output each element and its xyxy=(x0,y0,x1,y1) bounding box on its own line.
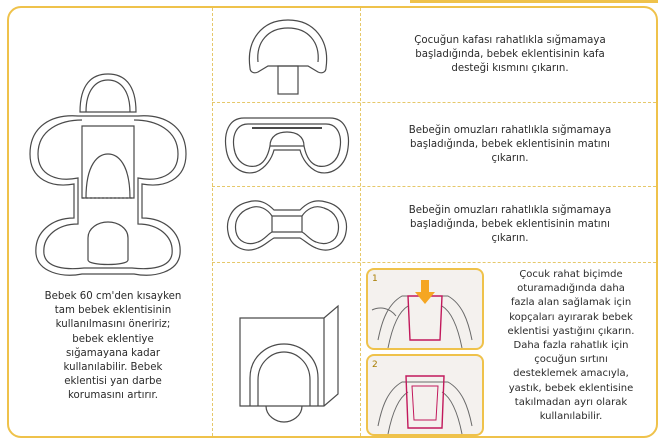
step-text-line: yastık, bebek eklentisine xyxy=(508,382,634,394)
left-text-line: tam bebek eklentisinin xyxy=(54,305,172,317)
mat-illustration-1 xyxy=(222,110,352,182)
step-text-line: eklentisi yastığını çıkarın. xyxy=(507,325,635,337)
step-text-line: başladığında, bebek eklentisinin kafa xyxy=(415,49,605,61)
cushion-illustration xyxy=(228,298,348,424)
photo-number-badge: 2 xyxy=(372,360,378,370)
step-text-line: takılmadan ayrı olarak xyxy=(514,396,628,408)
photo-step-2 xyxy=(366,354,484,436)
left-description xyxy=(18,290,208,404)
row-divider-1 xyxy=(212,102,656,103)
step-text-line: çıkarın. xyxy=(491,233,529,245)
step-text-line: Çocuk rahat biçimde xyxy=(519,269,623,280)
left-text-line: kullanılabilir. Bebek xyxy=(63,362,163,374)
step-text-line: fazla alan sağlamak için xyxy=(510,297,632,309)
step-text-line: Bebeğin omuzları rahatlıkla sığmamaya xyxy=(408,205,612,216)
left-text-line: korumasını artırır. xyxy=(67,390,158,402)
mat-illustration-2 xyxy=(222,192,352,258)
left-text-line: bebek eklentiye xyxy=(72,333,154,345)
car-seat-photo-1 xyxy=(368,270,482,348)
step-text-line: kullanılabilir. xyxy=(539,411,603,423)
step-text-line: desteği kısmını çıkarın. xyxy=(451,63,569,75)
car-seat-photo-2 xyxy=(368,356,482,434)
step-text-line: Daha fazla rahatlık için xyxy=(513,340,629,352)
step-text-line: başladığında, bebek eklentisinin matını xyxy=(410,219,610,231)
photo-step-1 xyxy=(366,268,484,350)
full-infant-insert-illustration xyxy=(22,68,194,280)
column-divider-2 xyxy=(360,8,361,436)
head-support-illustration xyxy=(238,10,338,98)
left-text-line: kullanılmasını öneririz; xyxy=(55,319,171,331)
step-text-line: başladığında, bebek eklentisinin matını xyxy=(410,139,610,151)
step-3-text xyxy=(365,204,655,247)
left-text-line: Bebek 60 cm'den kısayken xyxy=(44,291,182,302)
row-divider-2 xyxy=(212,186,656,187)
row-divider-3 xyxy=(212,262,656,263)
step-text-line: Bebeğin omuzları rahatlıkla sığmamaya xyxy=(408,125,612,136)
left-text-line: sığamayana kadar xyxy=(65,347,161,359)
step-text-line: çıkarın. xyxy=(491,153,529,165)
step-4-text xyxy=(488,268,654,424)
step-text-line: kopçaları ayırarak bebek xyxy=(509,311,633,323)
column-divider-1 xyxy=(212,8,213,436)
step-2-text xyxy=(365,124,655,167)
step-text-line: oturamadığında daha xyxy=(517,283,625,295)
photo-number-badge: 1 xyxy=(372,274,378,284)
left-text-line: eklentisi yan darbe xyxy=(64,376,162,388)
step-1-text xyxy=(365,34,655,77)
step-text-line: desteklemek amacıyla, xyxy=(513,368,629,380)
step-text-line: Çocuğun kafası rahatlıkla sığmamaya xyxy=(414,35,606,46)
step-text-line: çocuğun sırtını xyxy=(534,354,608,366)
